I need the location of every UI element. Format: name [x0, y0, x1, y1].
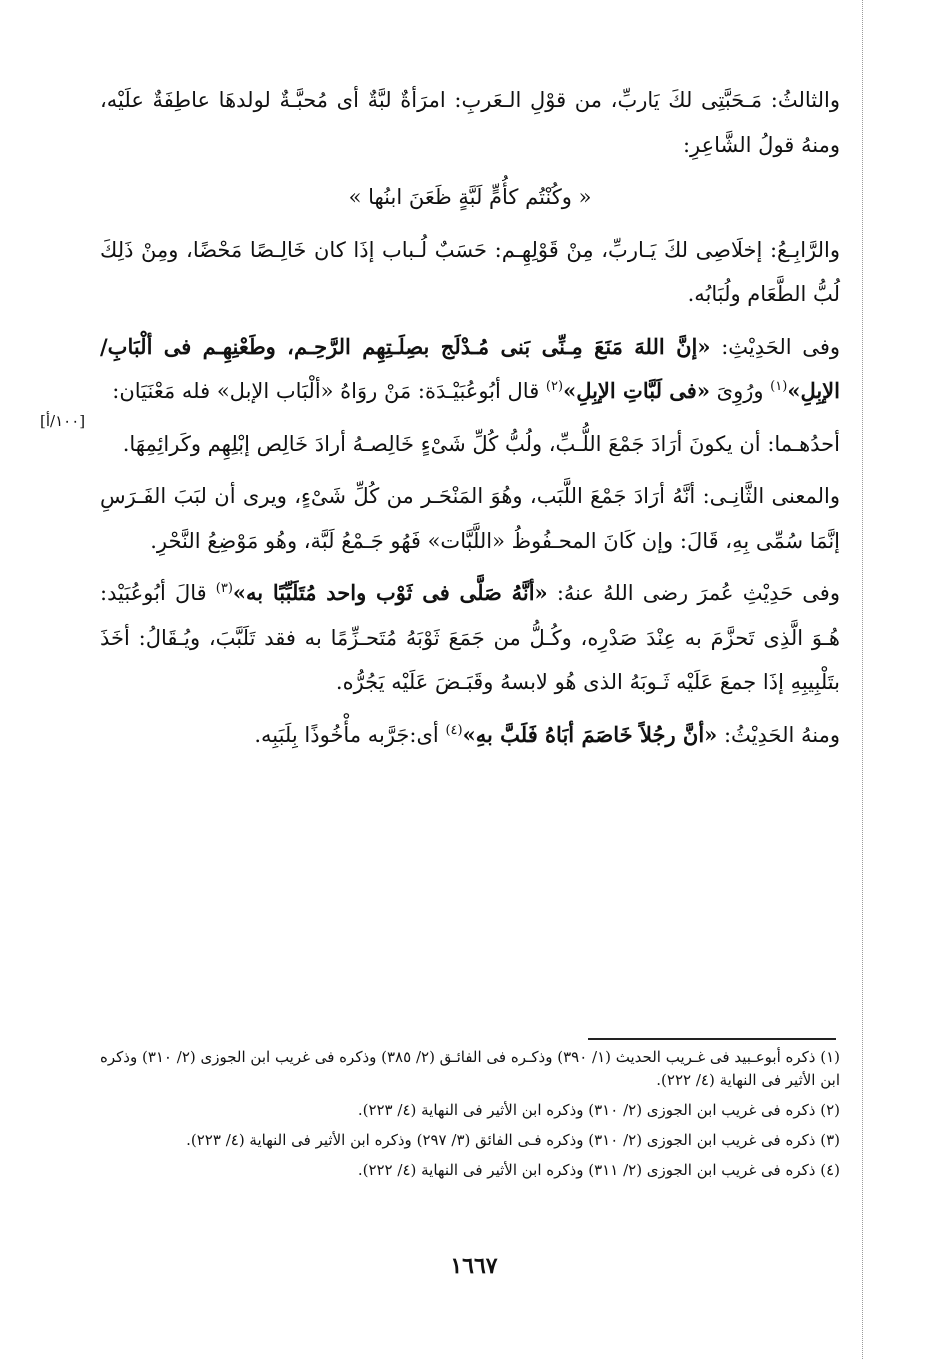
text-segment: قالَ أبُوعُبَيْد: هُـوَ الَّذِى تَحزَّمَ به عِنْدَ صَدْرِه، وكُـلُّ من جَمَعَ ثَوْبَهُ مُتَحـزِّمًا به فقد تَلَبَّبَ، ويُـقَالُ: أخَذَ بتَلْبِيبِهِ إذَا جمعَ عَلَيْه ثَـوبَهُ الذى هُو لابسهُ وقَبَـضَ عَلَيْه يَجُرُّه.: [100, 581, 840, 694]
text-segment: أى:جَرَّبه مأْخُوذًا بِلَبَبِه.: [254, 722, 446, 747]
page-number: ١٦٦٧: [450, 1253, 498, 1279]
text-segment: قال أبُوعُبَيْـدَة: مَنْ روَاهُ «ألْبَاب الإبل» فله مَعْنَيَان:: [112, 379, 546, 403]
text-segment: وفى الحَدِيْثِ:: [710, 334, 840, 359]
footnote-ref: (٤): [445, 722, 463, 738]
footnote-separator: [588, 1038, 836, 1040]
paragraph-hadith-mudlij: [100, 325, 840, 414]
main-text: [100, 78, 840, 765]
footnote-ref: (٣): [215, 581, 233, 596]
margin-dotted-line: [862, 0, 863, 1359]
text-segment: ورُوِىَ: [709, 379, 771, 403]
text-segment: وفى حَدِيْثِ عُمرَ رضى اللهُ عنهُ:: [547, 581, 840, 605]
footnote-item: (٤) ذكره فى غريب ابن الجوزى (٢/ ٣١١) وذكره ابن الأثير فى النهاية (٤/ ٢٢٢).: [357, 1161, 840, 1179]
paragraph-hadith-son: [100, 713, 840, 758]
manuscript-folio-ref: [١٠٠/أ]: [40, 412, 86, 430]
footnotes: [100, 1046, 840, 1189]
footnote-item: (٢) ذكره فى غريب ابن الجوزى (٢/ ٣١٠) وذكره ابن الأثير فى النهاية (٤/ ٢٢٣).: [357, 1101, 840, 1119]
footnote-ref: (١): [770, 379, 788, 394]
hadith-quote: «إنَّ اللهَ مَنَعَ مِـنِّى بَنى مُـدْلَج بصِلَـتِهِم الرَّحِـم، وطَعْنِهِـم فى ألْبَابِ/ الإبِلِ»: [100, 333, 840, 403]
paragraph-third-meaning: والثالثُ: مَـحَبَّتِى لكَ يَاربِّ، من قوْلِ الـعَربِ: امرَأةٌ لبَّةٌ أى مُحبَّـةٌ لولدهَا عاطِفَةٌ علَيْه، ومنهُ قولُ الشَّاعِرِ:: [100, 88, 840, 157]
paragraph-fourth-meaning: والرَّابِـعُ: إخلَاصِى لكَ يَـاربِّ، مِنْ قَوْلِهِـم: حَسَبٌ لُـباب إذَا كان خَالِـصًا مَحْضًا، ومِنْ ذَلِكَ لُبُّ الطَّعَام ولُبَابُه.: [100, 237, 840, 306]
text-segment: ومنهُ الحَدِيْثُ:: [717, 722, 840, 747]
paragraph-hadith-umar: [100, 571, 840, 705]
hadith-quote: «أنَّ رجُلاً خَاصَمَ أبَاهُ فَلَبَّ بهِ»: [462, 721, 718, 747]
paragraph-first-sense: أحدُهـما: أن يكونَ أرَادَ جَمْعَ اللُّـبِّ، ولُبُّ كُلِّ شَىْءٍ خَالِصـهُ أرادَ خَالِص إبْلِهِم وكَرائِمِهَا.: [122, 431, 840, 456]
poetry-verse: « وكُنْتُم كأُمٍّ لَبَّةٍ ظَعَنَ ابنُها »: [348, 185, 592, 209]
hadith-quote: «أنَّهُ صَلَّى فى ثَوْب واحد مُتَلَبِّبًا به»: [232, 580, 548, 605]
hadith-quote: «فى لَبَّاتِ الإبِلِ»: [563, 378, 710, 403]
footnote-ref: (٢): [545, 379, 564, 394]
footnote-item: (١) ذكره أبوعـبيد فى غـريب الحديث (١/ ٣٩٠) وذكـره فى الفائـق (٢/ ٣٨٥) وذكره فى غريب ابن الجوزى (٢/ ٣١٠) وذكره ابن الأثير فى النهاية (٤/ ٢٢٢).: [99, 1048, 840, 1089]
footnote-item: (٣) ذكره فى غريب ابن الجوزى (٢/ ٣١٠) وذكره فـى الفائق (٣/ ٢٩٧) وذكره ابن الأثير فى النهاية (٤/ ٢٢٣).: [186, 1131, 840, 1149]
paragraph-second-sense: والمعنى الثَّانِـى: أنَّهُ أرَادَ جَمْعَ اللَّبَب، وهُوَ المَنْحَـر من كُلِّ شَىْءٍ، ويرى أن لبَبَ الفَـرَسِ إنَّمَا سُمِّى بِهِ، قَالَ: وإن كَانَ المحـفُوظُ «اللَّبَّات» فَهُو جَـمْعُ لَبَّة، وهُو مَوْضِعُ النَّحْرِ.: [100, 484, 840, 553]
